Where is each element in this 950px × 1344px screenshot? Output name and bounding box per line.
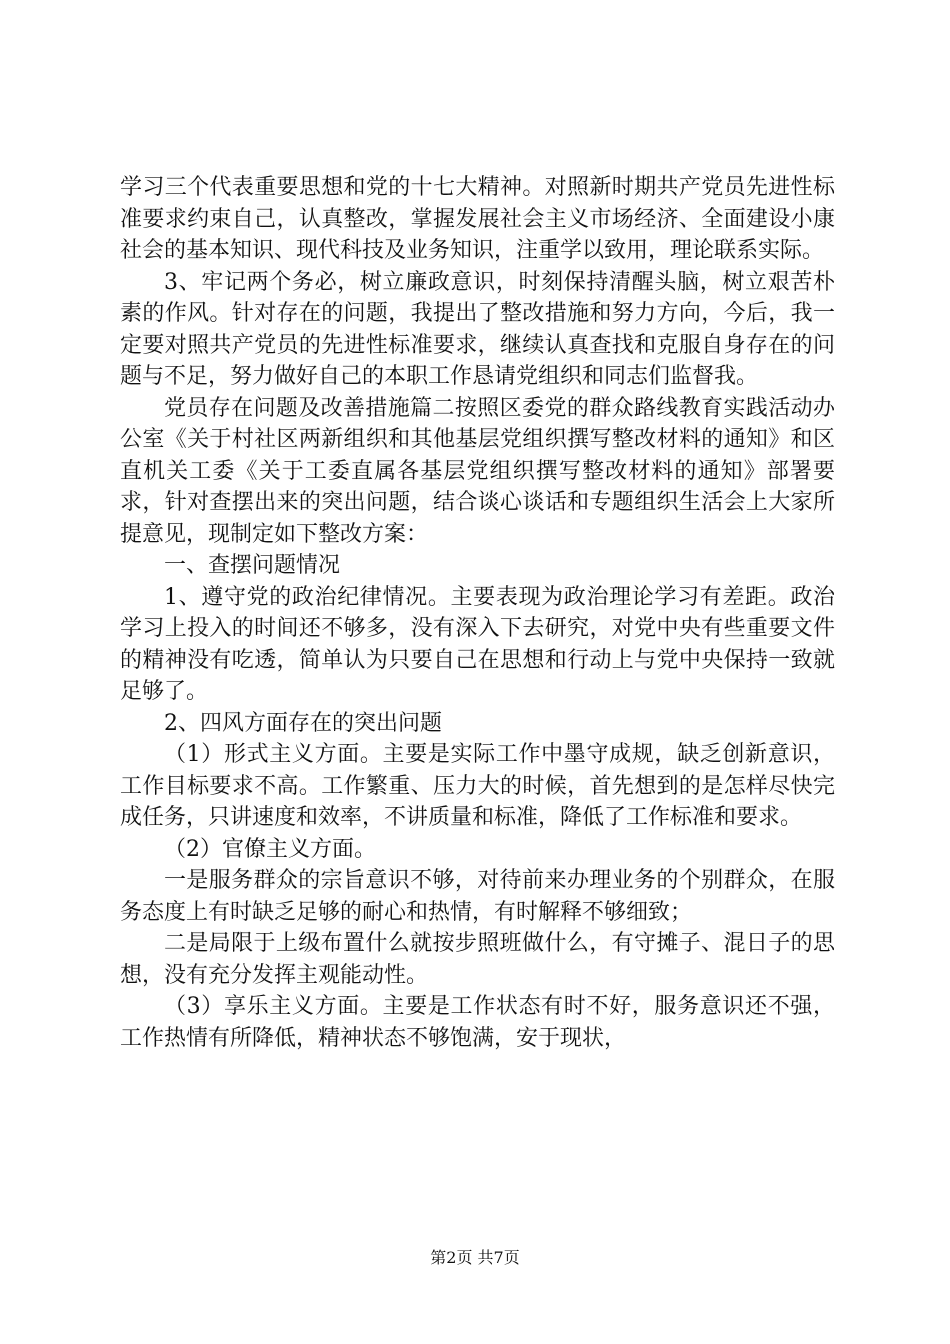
paragraph-political-discipline: 1、遵守党的政治纪律情况。主要表现为政治理论学习有差距。政治学习上投入的时间还不够多，没有深入下去研究，对党中央有些重要文件的精神没有吃透，简单认为只要自己在思想和行动上与党中央保持一致就足够了。 [120,584,835,704]
section-heading-problems: 一、查摆问题情况 [164,553,341,578]
subheading-bureaucratism: （2）官僚主义方面。 [164,836,376,862]
subheading-four-winds: 2、四风方面存在的突出问题 [164,710,442,736]
paragraph-bureaucratism-one: 一是服务群众的宗旨意识不够，对待前来办理业务的个别群众，在服务态度上有时缺乏足够的耐心和热情，有时解释不够细致； [120,868,835,925]
paragraph-hedonism: （3）享乐主义方面。主要是工作状态有时不好，服务意识还不强，工作热情有所降低，精神状态不够饱满，安于现状， [120,994,835,1051]
page-number-footer: 第2页 共7页 [430,1248,520,1267]
paragraph-item-3: 3、牢记两个务必，树立廉政意识，时刻保持清醒头脑，树立艰苦朴素的作风。针对存在的问题，我提出了整改措施和努力方向，今后，我一定要对照共产党员的先进性标准要求，继续认真查找和克服自身存在的问题与不足，努力做好自己的本职工作恳请党组织和同志们监督我。 [120,269,835,389]
document-body [120,172,835,1054]
paragraph-formalism: （1）形式主义方面。主要是实际工作中墨守成规，缺乏创新意识，工作目标要求不高。工作繁重、压力大的时候，首先想到的是怎样尽快完成任务，只讲速度和效率，不讲质量和标准，降低了工作标准和要求。 [120,742,835,830]
paragraph-study-continuation: 学习三个代表重要思想和党的十七大精神。对照新时期共产党员先进性标准要求约束自己，认真整改，掌握发展社会主义市场经济、全面建设小康社会的基本知识、现代科技及业务知识，注重学以致用，理论联系实际。 [120,175,835,263]
paragraph-part-two-intro: 党员存在问题及改善措施篇二按照区委党的群众路线教育实践活动办公室《关于村社区两新组织和其他基层党组织撰写整改材料的通知》和区直机关工委《关于工委直属各基层党组织撰写整改材料的通知》部署要求，针对查摆出来的突出问题，结合谈心谈话和专题组织生活会上大家所提意见，现制定如下整改方案： [120,395,835,547]
paragraph-bureaucratism-two: 二是局限于上级布置什么就按步照班做什么，有守摊子、混日子的思想，没有充分发挥主观能动性。 [120,931,835,988]
